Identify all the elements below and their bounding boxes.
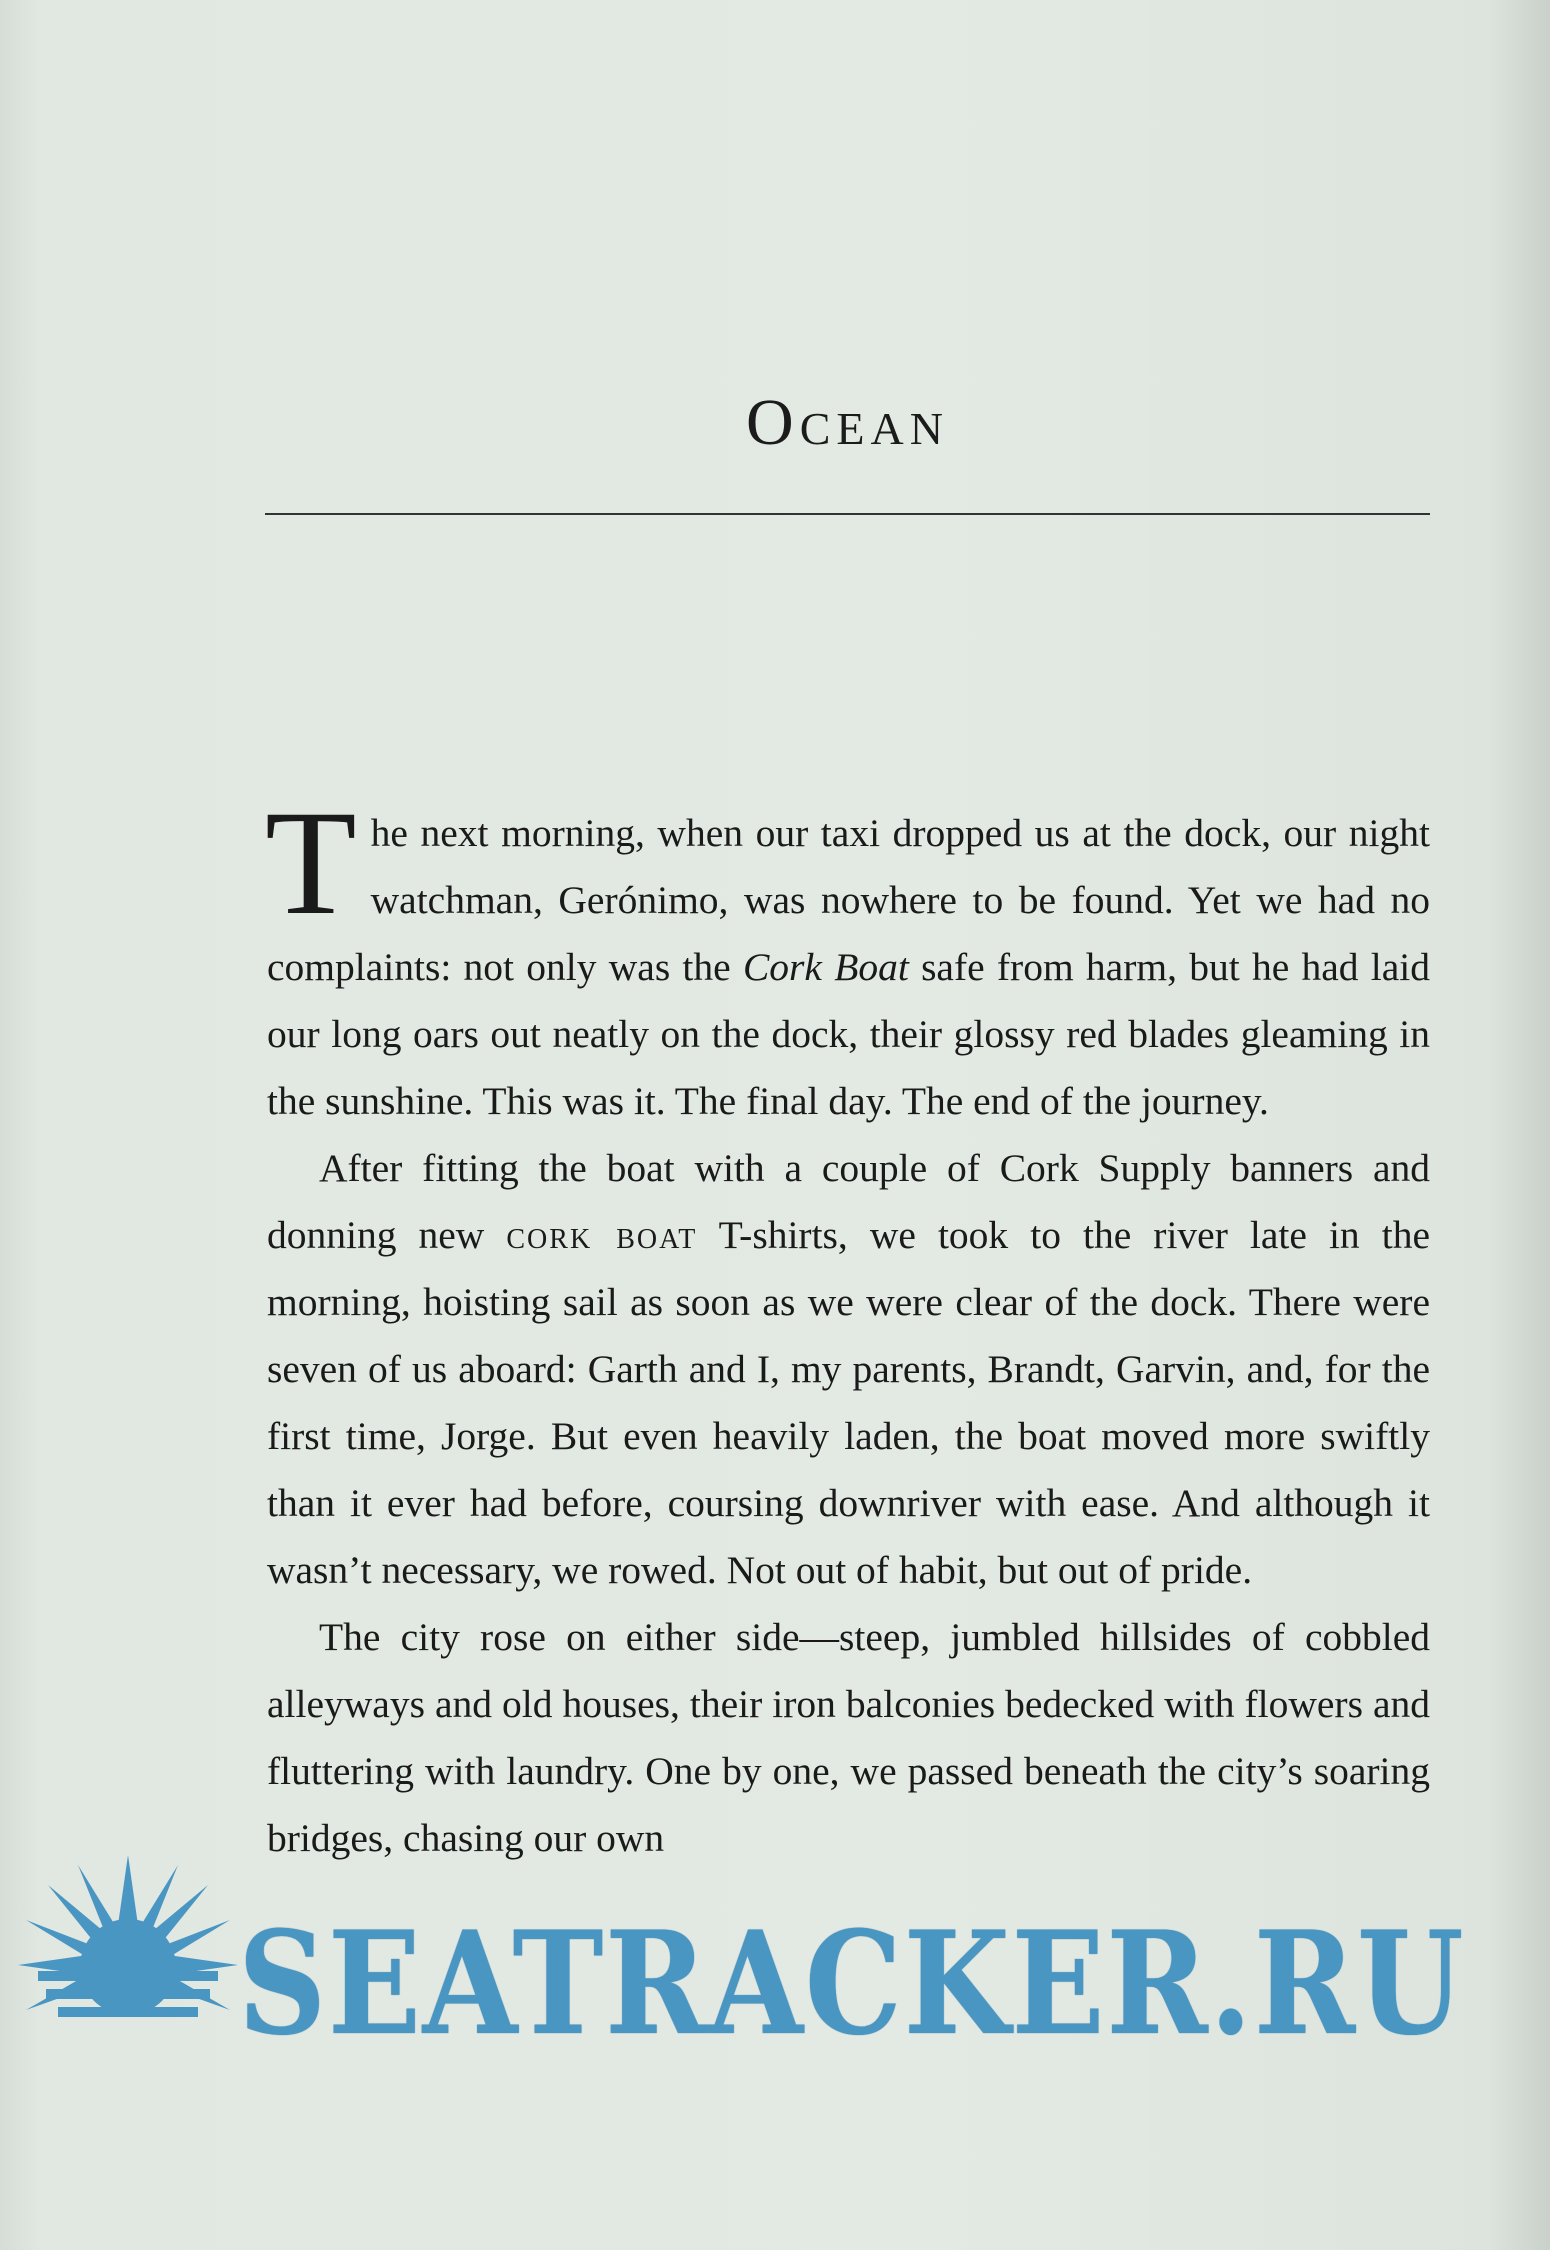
- paragraph-2-intro: After fitting the boat with a couple of Cork Supply banners and donning new: [267, 1146, 1430, 1257]
- paragraph-1: [265, 780, 1430, 1135]
- watermark-text: SEATRACKER.RU: [238, 1901, 1466, 2067]
- paragraph-3: The city rose on either side—steep, jumbled hillsides of cobbled alleyways and old houses, their iron balconies bedecked with flowers and fluttering with laundry. One by one, we passed beneath the city’s soaring bridges, chasing our own: [267, 1615, 1430, 1860]
- body-text: [265, 780, 1430, 1872]
- boat-name-italic: Cork Boat: [742, 945, 909, 989]
- watermark: [0, 1855, 1550, 2250]
- paragraph-2-rest: T-shirts, we took to the river late in the morning, hoisting sail as soon as we were clear of the dock. There were seven of us aboard: Garth and I, my parents, Brandt, Garvin, and, for the first time, Jorge. But even heavily laden, the boat moved more swiftly than it ever had before, coursing downriver with ease. And although it wasn’t necessary, we rowed. Not out of habit, but out of pride.: [267, 1213, 1430, 1592]
- sun-icon: [18, 1855, 238, 2075]
- paragraph-1-intro: he next morning, when our taxi dropped us at the dock, our night watchman, Gerónimo, was nowhere to be found. Yet we had no complaints: not only was the: [267, 811, 1430, 989]
- chapter-title: Ocean: [746, 386, 949, 459]
- boat-name-smallcaps: cork boat: [506, 1213, 698, 1257]
- drop-cap: T: [265, 780, 357, 946]
- paragraph-1-rest: safe from harm, but he had laid our long oars out neatly on the dock, their glossy red blades gleaming in the sunshine. This was it. The final day. The end of the journey.: [267, 945, 1430, 1123]
- paragraph-2: [267, 1135, 1430, 1604]
- title-rule: [265, 513, 1430, 515]
